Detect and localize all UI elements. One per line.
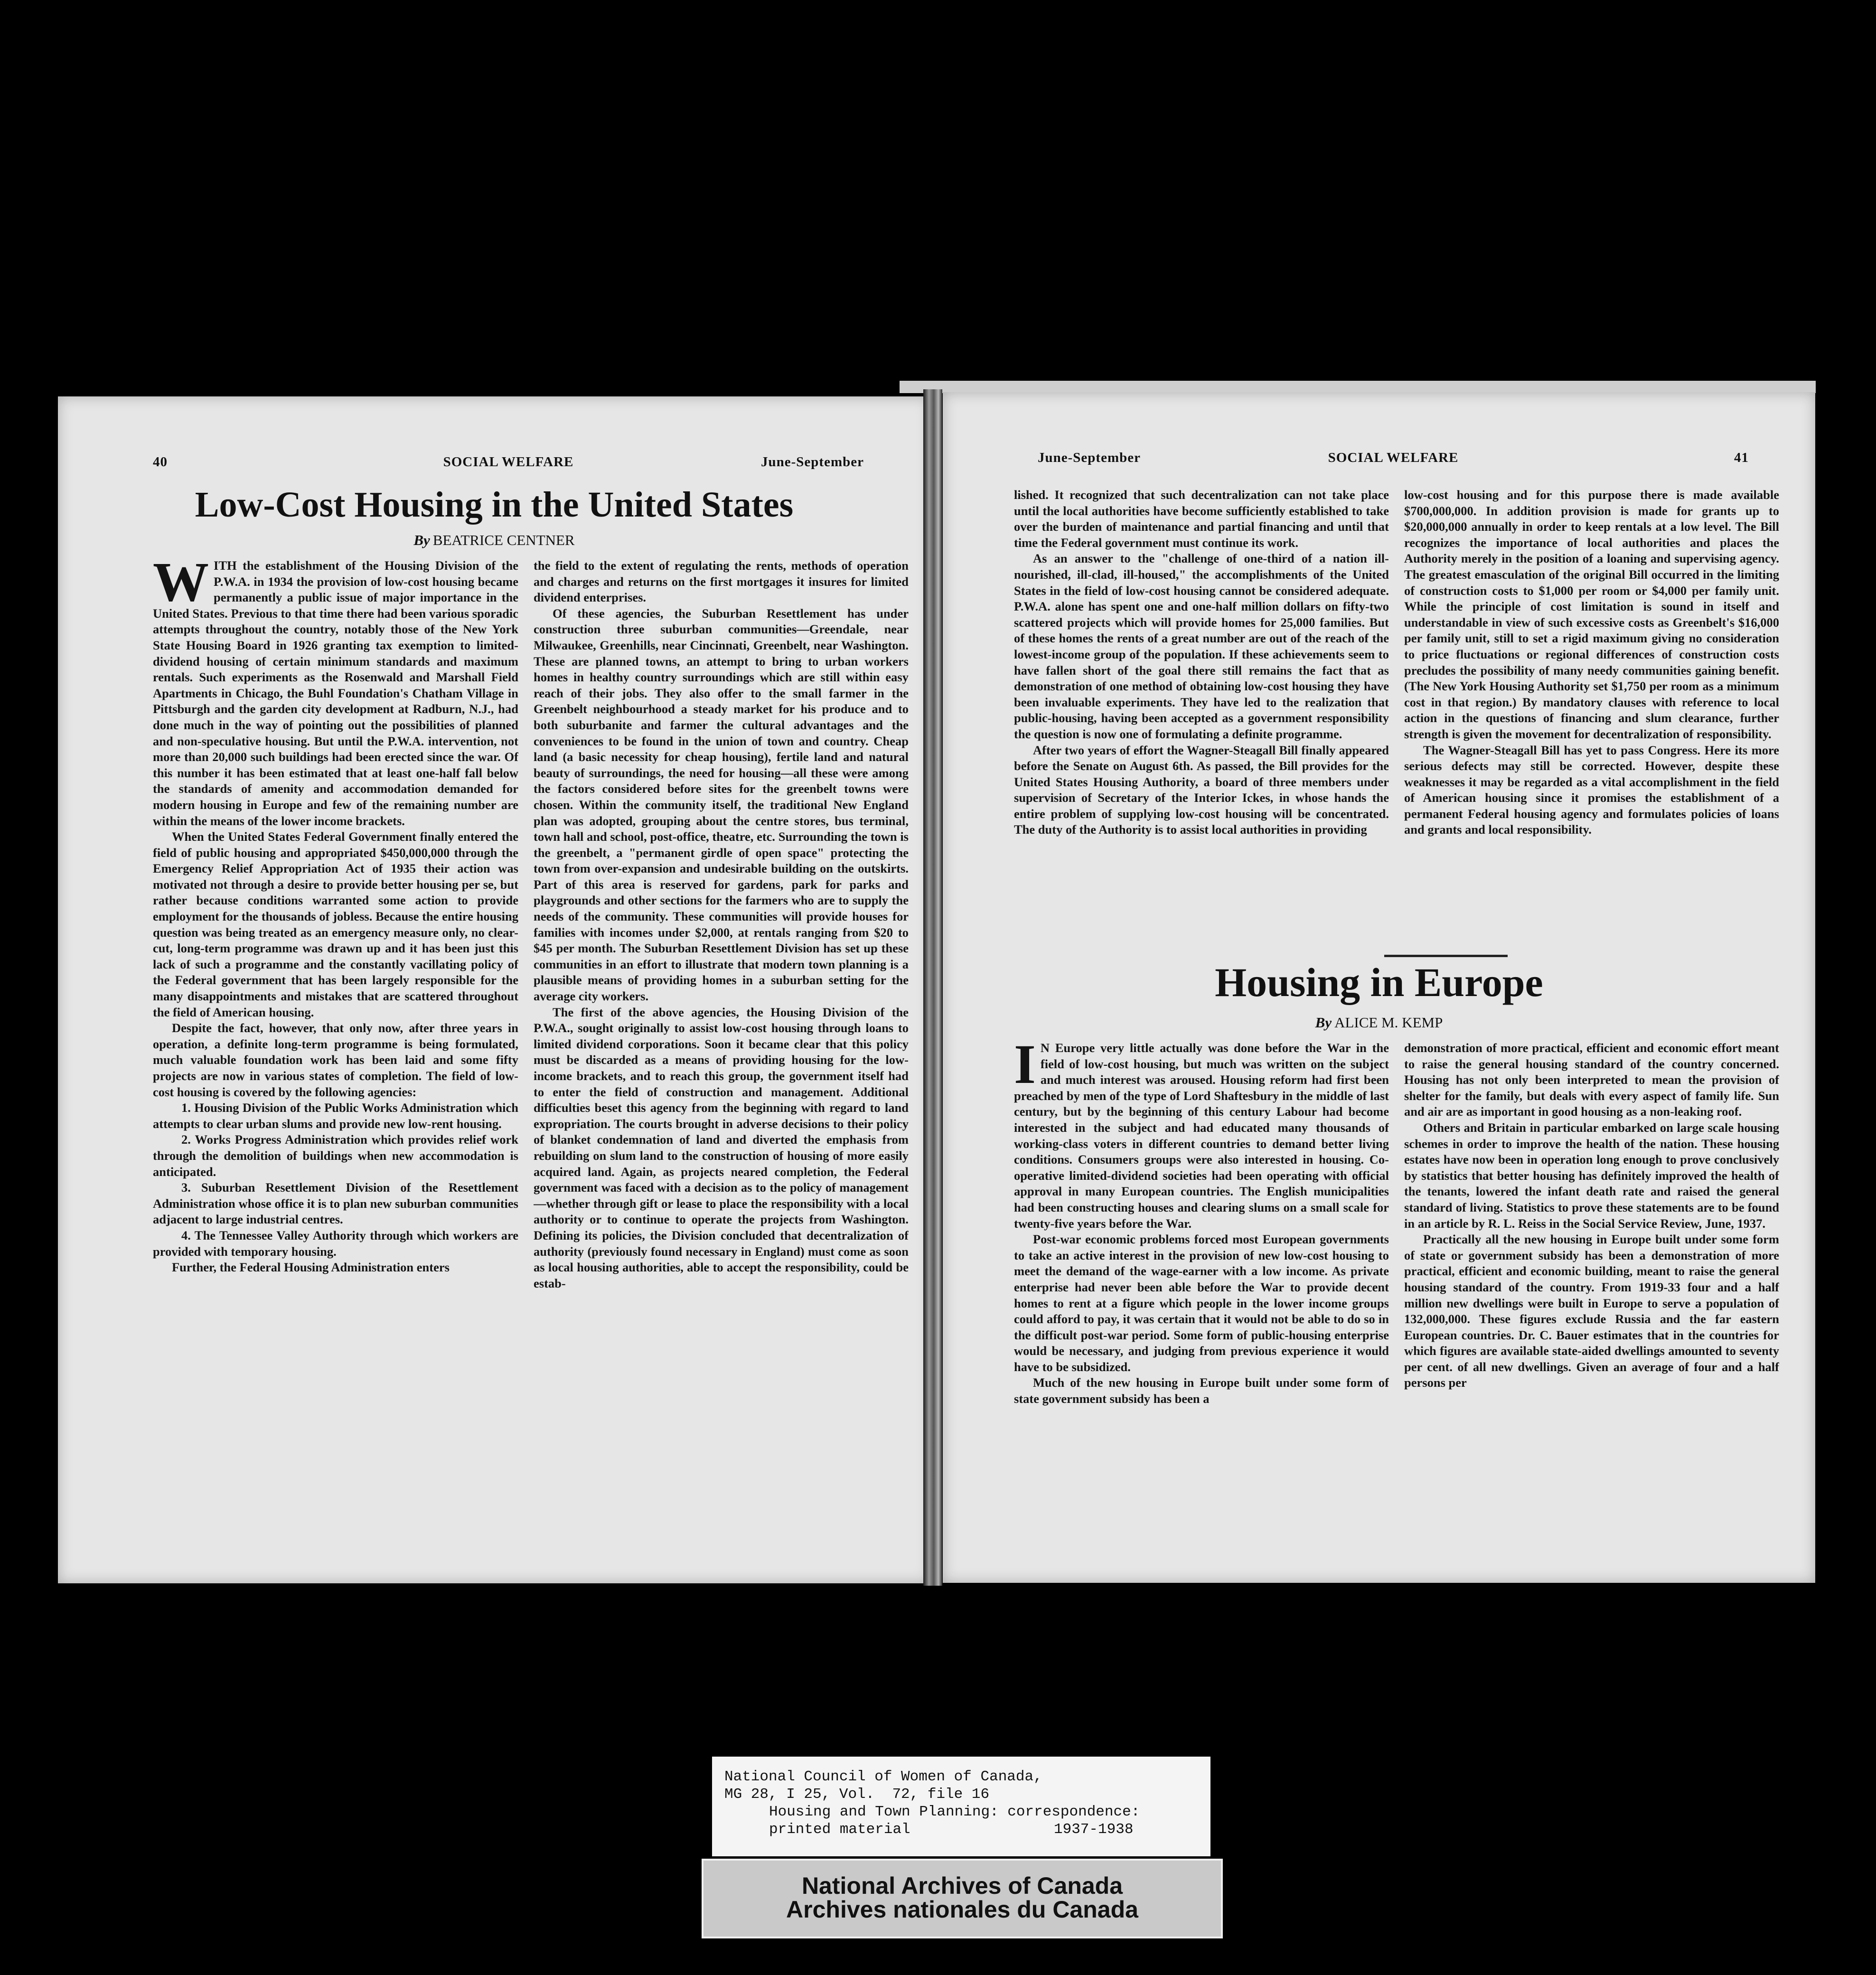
paragraph bbox=[534, 606, 909, 1005]
paragraph-text: As an answer to the "challenge of one-third of a nation ill-nourished, ill-clad, ill-housed," the accomplishments of the United States in the field of low-cost housing cannot be considered adequate. P.W.A. alone has spent one and one-half million dollars on fifty-two scattered projects which will provide homes for 25,000 families. But of these homes the rents of a great number are out of the reach of the lowest-income group of the population. If these achievements seem to have fallen short of the goal there still remains the fact that as demonstration of one method of obtaining low-cost housing they have been invaluable experiments. They have led to the realization that public-housing, having been accepted as a government responsibility the question is now one of formulating a definite programme. bbox=[1014, 551, 1389, 741]
paragraph bbox=[1404, 743, 1779, 838]
paragraph bbox=[1014, 743, 1389, 838]
drop-cap: W bbox=[153, 558, 209, 613]
article-title-europe: Housing in Europe bbox=[1215, 959, 1543, 1005]
byline-kemp bbox=[943, 1014, 1815, 1031]
paragraph bbox=[153, 1020, 518, 1100]
paragraph-text: 2. Works Progress Administration which provides relief work through the demolition of buildings when new accommodation is anticipated. bbox=[153, 1132, 518, 1179]
paragraph bbox=[534, 558, 909, 606]
paragraph-text: Of these agencies, the Suburban Resettlement has under construction three suburban communities—Greendale, near Milwaukee, Greenhills, near Cincinnati, Greenbelt, near Washington. These are planned towns, an attempt to bring to urban workers homes in healthy country surroundings which are still within easy reach of their jobs. They also offer to the small farmer in the Greenbelt neighbourhood a steady market for his produce and to both suburbanite and farmer the cultural advantages and the conveniences to be found in the union of town and country. Cheap land (a basic necessity for cheap housing), fertile land and natural beauty of surroundings, the need for housing—all these were among the factors considered before sites for the greenbelt towns were chosen. Within the community itself, the traditional New England plan was adopted, grouping about the centre stores, bus terminal, town hall and school, post-office, theatre, etc. Surrounding the town is the greenbelt, a "permanent girdle of open space" protecting the town from over-expansion and undesirable building on the outskirts. Part of this area is reserved for gardens, park for parks and playgrounds and other sections for the farmers who are to supply the needs of the community. These communities will provide houses for families with incomes under $2,000, at rentals ranging from $20 to $45 per month. The Suburban Resettlement Division has set up these communities in an effort to illustrate that modern town planning is a plausible means of providing homes in a suburban setting for the average city workers. bbox=[534, 606, 909, 1004]
paragraph bbox=[153, 1228, 518, 1260]
paragraph bbox=[1404, 1232, 1779, 1391]
right-column-2 bbox=[1404, 487, 1779, 943]
paragraph bbox=[1014, 551, 1389, 742]
paragraph bbox=[1014, 487, 1389, 551]
paragraph-text: demonstration of more practical, efficient and economic effort meant to raise the general housing standard of the country concerned. Housing has not only been interpreted to mean the provision of shelter for the family, but deals with every aspect of family life. Sun and air are as important in good housing as a non-leaking roof. bbox=[1404, 1041, 1779, 1119]
label-line-3: Housing and Town Planning: correspondence: bbox=[769, 1804, 1140, 1820]
paragraph bbox=[1014, 1232, 1389, 1375]
paragraph-text: The Wagner-Steagall Bill has yet to pass Congress. Here its more serious defects may still be corrected. However, despite these weaknesses it may be regarded as a vital accomplishment in the field of American housing since it promises the establishment of a permanent Federal housing agency and formulates policies of loans and grants and local responsibility. bbox=[1404, 743, 1779, 837]
title-rule bbox=[1384, 955, 1508, 957]
paragraph bbox=[153, 1100, 518, 1132]
paragraph bbox=[153, 1132, 518, 1180]
right-issue-date: June-September bbox=[1038, 450, 1141, 465]
book-gutter bbox=[923, 389, 942, 1586]
paragraph bbox=[534, 1005, 909, 1292]
paragraph-text: lished. It recognized that such decentralization can not take place until the local authorities have become sufficiently established to take over the burden of maintenance and partial financing and until that time the Federal government must continue its work. bbox=[1014, 488, 1389, 550]
paragraph-text: Practically all the new housing in Europe built under some form of state or government subsidy has been a demonstration of more practical, efficient and economic building, meant to raise the general housing standard of the country. From 1919-33 four and a half million new dwellings were built in Europe to serve a population of 132,000,000. These figures exclude Russia and the far eastern European countries. Dr. C. Bauer estimates that in the countries for which figures are available state-aided dwellings amounted to seventy per cent. of all new dwellings. Given an average of four and a half persons per bbox=[1404, 1232, 1779, 1390]
drop-cap: I bbox=[1014, 1040, 1036, 1095]
paragraph-text: 3. Suburban Resettlement Division of the Resettlement Administration whose office it is to plan new suburban communities adjacent to large industrial centres. bbox=[153, 1180, 518, 1227]
label-line-4-left: printed material bbox=[769, 1821, 910, 1838]
paragraph-text: After two years of effort the Wagner-Steagall Bill finally appeared before the Senate on August 6th. As passed, the Bill provides for the United States Housing Authority, a board of three members under supervision of Secretary of the Interior Ickes, in whose hands the entire problem of supplying low-cost housing will be concentrated. The duty of the Authority is to assist local authorities in providing bbox=[1014, 743, 1389, 837]
right-column-4 bbox=[1404, 1040, 1779, 1510]
page-edge-strip bbox=[900, 381, 1816, 393]
paragraph-text: When the United States Federal Government finally entered the field of public housing and appropriated $450,000,000 through the Emergency Relief Appropriation Act of 1935 their action was motivated not through a desire to provide better housing per se, but rather because conditions warranted some action to provide employment for the thousands of jobless. Because the entire housing question was being treated as an emergency measure only, no clear-cut, long-term programme was drawn up and it has been just this lack of such a programme and the constantly vacillating policy of the Federal government that has been largely responsible for the many disappointments and mistakes that are scattered throughout the field of American housing. bbox=[153, 829, 518, 1019]
left-column-2 bbox=[534, 558, 909, 1512]
right-page bbox=[943, 392, 1815, 1583]
stamp-line-en: National Archives of Canada bbox=[801, 1872, 1123, 1899]
byline-by: By bbox=[413, 532, 430, 548]
paragraph-text: ITH the establishment of the Housing Division of the P.W.A. in 1934 the provision of low-cost housing became permanently a public issue of major importance in the United States. Previous to that time there had been various sporadic attempts throughout the country, notably those of the New York State Housing Board in 1926 granting tax exemption to limited-dividend housing of certain minimum standards and maximum rentals. Such experiments as the Rosenwald and Marshall Field Apartments in Chicago, the Buhl Foundation's Chatham Village in Pittsburgh and the garden city development at Radburn, N.J., had done much in the way of pointing out the possibilities of planned and non-speculative housing. But until the P.W.A. intervention, not more than 20,000 such buildings had been erected since the war. Of this number it has been estimated that at least one-half fall below the standards of amenity and accommodation demanded for modern housing in Europe and few of the remaining number are within the means of the lower income brackets. bbox=[153, 558, 518, 828]
paragraph bbox=[153, 558, 518, 829]
left-running-head bbox=[153, 454, 864, 478]
paragraph bbox=[1404, 1040, 1779, 1120]
label-line-4-right: 1937-1938 bbox=[1054, 1821, 1134, 1838]
paragraph bbox=[1014, 1040, 1389, 1232]
paragraph bbox=[1404, 487, 1779, 743]
right-column-1 bbox=[1014, 487, 1389, 943]
stamp-line-fr: Archives nationales du Canada bbox=[786, 1896, 1138, 1923]
paragraph-text: Others and Britain in particular embarked on large scale housing schemes in order to improve the health of the nation. These housing estates have now been in operation long enough to prove conclusively by statistics that better housing has definitely improved the health of the tenants, lowered the infant death rate and raised the general standard of living. Statistics to prove these statements are to be found in an article by R. L. Reiss in the Social Service Review, June, 1937. bbox=[1404, 1120, 1779, 1231]
paragraph bbox=[1014, 1375, 1389, 1407]
paragraph-text: 4. The Tennessee Valley Authority through which workers are provided with temporary housing. bbox=[153, 1228, 518, 1259]
article-title-us: Low-Cost Housing in the United States bbox=[195, 485, 794, 525]
archive-reference-label bbox=[712, 1757, 1210, 1856]
paragraph-text: Further, the Federal Housing Administration enters bbox=[172, 1260, 450, 1275]
paragraph-text: Despite the fact, however, that only now, after three years in operation, a definite long-term programme is being formulated, much valuable foundation work has been laid and some fifty projects are now in various states of completion. The field of low-cost housing is covered by the following agencies: bbox=[153, 1021, 518, 1099]
paragraph-text: Much of the new housing in Europe built under some form of state government subsidy has been a bbox=[1014, 1375, 1389, 1406]
label-line-1: National Council of Women of Canada, bbox=[724, 1768, 1042, 1785]
right-running-head bbox=[1038, 450, 1749, 474]
paragraph bbox=[153, 1260, 518, 1276]
archive-stamp bbox=[702, 1859, 1223, 1938]
left-page bbox=[58, 396, 930, 1583]
paragraph-text: 1. Housing Division of the Public Works Administration which attempts to clear urban slums and provide new low-rent housing. bbox=[153, 1100, 518, 1131]
left-journal-name: SOCIAL WELFARE bbox=[443, 454, 574, 470]
paragraph bbox=[153, 1180, 518, 1228]
paragraph-text: Post-war economic problems forced most European governments to take an active interest in the provision of new low-cost housing to meet the demand of the wage-earner with a low income. As private enterprise had never been able before the War to provide decent homes to rent at a figure which people in the lower income groups could afford to pay, it was certain that it would not be able to do so in the difficult post-war period. Some form of public-housing enterprise would be necessary, and judging from previous experience it would have to be subsidized. bbox=[1014, 1232, 1389, 1374]
left-issue-date: June-September bbox=[761, 454, 864, 470]
byline-author: ALICE M. KEMP bbox=[1334, 1014, 1443, 1031]
paragraph-text: the field to the extent of regulating the rents, methods of operation and charges and returns on the first mortgages it insures for limited dividend enterprises. bbox=[534, 558, 909, 605]
right-page-number: 41 bbox=[1734, 450, 1749, 465]
paragraph bbox=[153, 829, 518, 1020]
paragraph-text: N Europe very little actually was done before the War in the field of low-cost housing, but much was written on the subject and much interest was aroused. Housing reform had first been preached by men of the type of Lord Shaftesbury in the middle of last century, but by the beginning of this century Labour had become interested in the subject and had educated many thousands of working-class voters in different countries to demand better living conditions. Consumers groups were also interested in housing. Co-operative limited-dividend societies had been operating with official approval in many European countries. The English municipalities had been constructing houses and clearing slums on a small scale for twenty-five years before the War. bbox=[1014, 1041, 1389, 1231]
byline-by: By bbox=[1315, 1014, 1332, 1031]
paragraph-text: low-cost housing and for this purpose there is made available $700,000,000. In addition provision is made for grants up to $20,000,000 annually in order to keep rentals at a low level. The Bill recognizes the importance of local authorities and places the Authority merely in the position of a loaning and supervising agency. The greatest emasculation of the original Bill occurred in the limiting of construction costs to $1,000 per room or $4,000 per family unit. While the principle of cost limitation is sound in itself and understandable in view of such excessive costs as Greenbelt's $16,000 per family unit, still to set a rigid maximum giving no consideration to price fluctuations or regional differences of construction costs precludes the possibility of many needy communities gaining benefit. (The New York Housing Authority set $1,750 per room as a minimum cost in that region.) By mandatory clauses with reference to local action in the questions of financing and slum clearance, further strength is given the movement for decentralization of responsibility. bbox=[1404, 488, 1779, 741]
right-column-3 bbox=[1014, 1040, 1389, 1510]
paragraph bbox=[1404, 1120, 1779, 1232]
left-column-1 bbox=[153, 558, 518, 1512]
byline-centner bbox=[58, 532, 930, 549]
left-page-number: 40 bbox=[153, 454, 168, 470]
byline-author: BEATRICE CENTNER bbox=[432, 532, 575, 548]
right-journal-name: SOCIAL WELFARE bbox=[1328, 450, 1459, 465]
label-line-2: MG 28, I 25, Vol. 72, file 16 bbox=[724, 1786, 990, 1803]
paragraph-text: The first of the above agencies, the Housing Division of the P.W.A., sought originally to assist low-cost housing through loans to limited dividend corporations. Soon it became clear that this policy must be discarded as a means of providing housing for the low-income brackets, and to reach this group, the government itself had to enter the field of construction and management. Additional difficulties beset this agency from the beginning with regard to land expropriation. The courts brought in adverse decisions to their policy of blanket condemnation of land and diverted the emphasis from rebuilding on slum land to the construction of housing of more easily acquired land. Again, as projects neared completion, the Federal government was faced with a decision as to the policy of management—whether through gift or lease to place the responsibility with a local authority or to continue to operate the projects from Washington. Defining its policies, the Division concluded that decentralization of authority (previously found necessary in England) must come as soon as local housing authorities, able to accept the responsibility, could be estab- bbox=[534, 1005, 909, 1290]
